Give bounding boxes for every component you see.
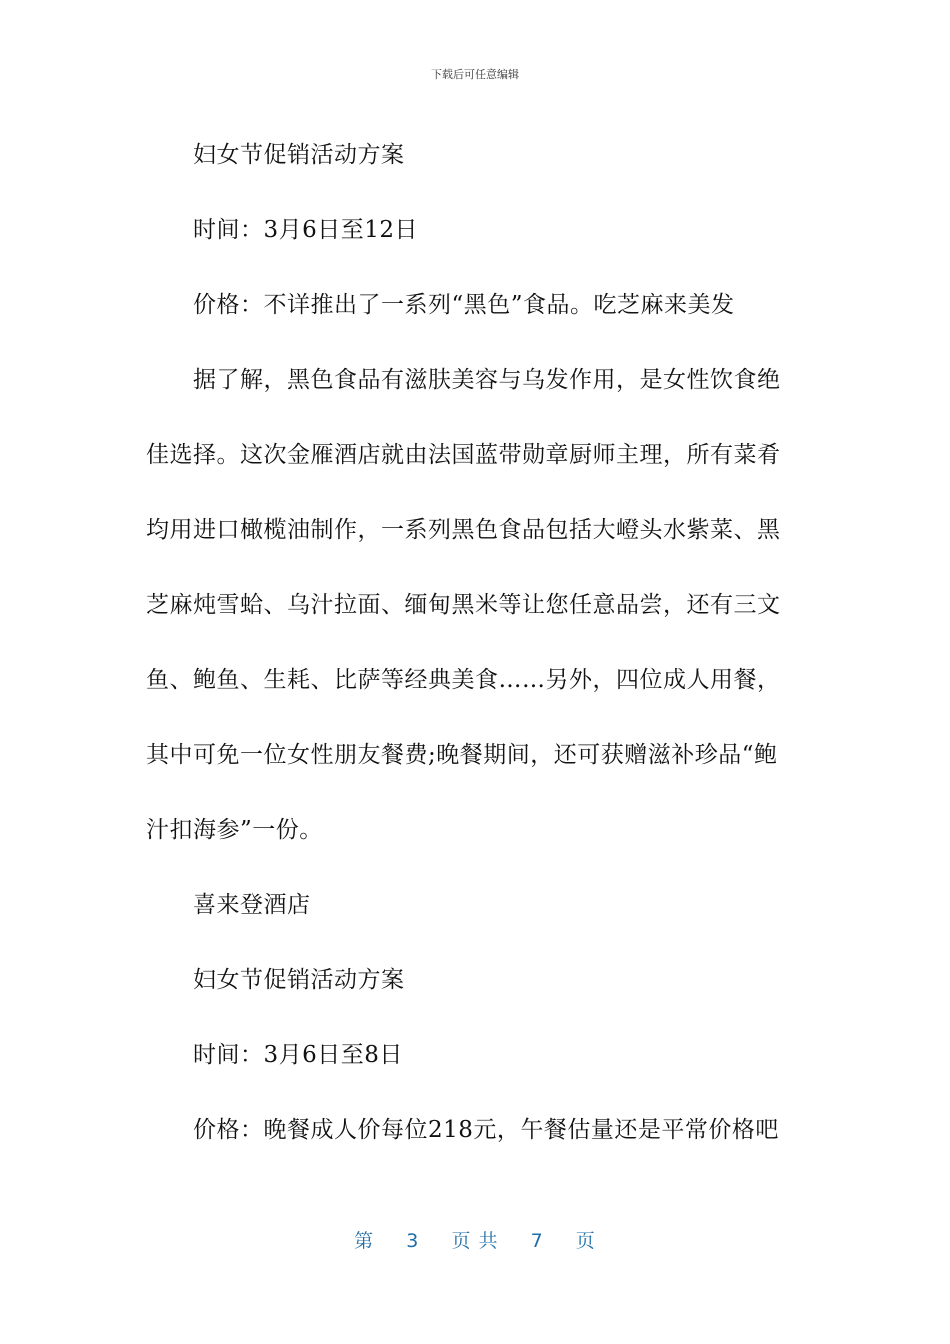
paragraph-line: 其中可免一位女性朋友餐费;晚餐期间，还可获赠滋补珍品“鲍: [146, 742, 778, 768]
price-line: 价格：不详推出了一系列“黑色”食品。吃芝麻来美发: [193, 292, 735, 318]
footer-middle: 页 共: [451, 1230, 499, 1252]
page-number: 3: [406, 1230, 420, 1252]
footer-suffix: 页: [575, 1230, 596, 1252]
footer-prefix: 第: [354, 1230, 375, 1252]
paragraph-line: 佳选择。这次金雁酒店就由法国蓝带勋章厨师主理，所有菜肴: [146, 442, 781, 468]
hotel-name-line: 喜来登酒店: [193, 892, 311, 918]
title-line: 妇女节促销活动方案: [193, 967, 405, 993]
paragraph-line: 均用进口橄榄油制作，一系列黑色食品包括大嶝头水紫菜、黑: [146, 517, 781, 543]
paragraph-line: 芝麻炖雪蛤、乌汁拉面、缅甸黑米等让您任意品尝，还有三文: [146, 592, 781, 618]
time-line: 时间：3月6日至8日: [193, 1042, 403, 1068]
paragraph-line: 鱼、鲍鱼、生耗、比萨等经典美食……另外，四位成人用餐，: [146, 667, 781, 693]
price-line: 价格：晚餐成人价每位218元，午餐估量还是平常价格吧: [193, 1117, 779, 1143]
paragraph-line: 汁扣海参”一份。: [146, 817, 323, 843]
page-header: 下载后可任意编辑: [431, 68, 519, 81]
total-pages: 7: [530, 1230, 544, 1252]
time-line: 时间：3月6日至12日: [193, 217, 419, 243]
page-footer: [0, 1226, 950, 1253]
document-body: [146, 118, 806, 1168]
paragraph-line: 据了解，黑色食品有滋肤美容与乌发作用，是女性饮食绝: [193, 367, 781, 393]
title-line: 妇女节促销活动方案: [193, 142, 405, 168]
